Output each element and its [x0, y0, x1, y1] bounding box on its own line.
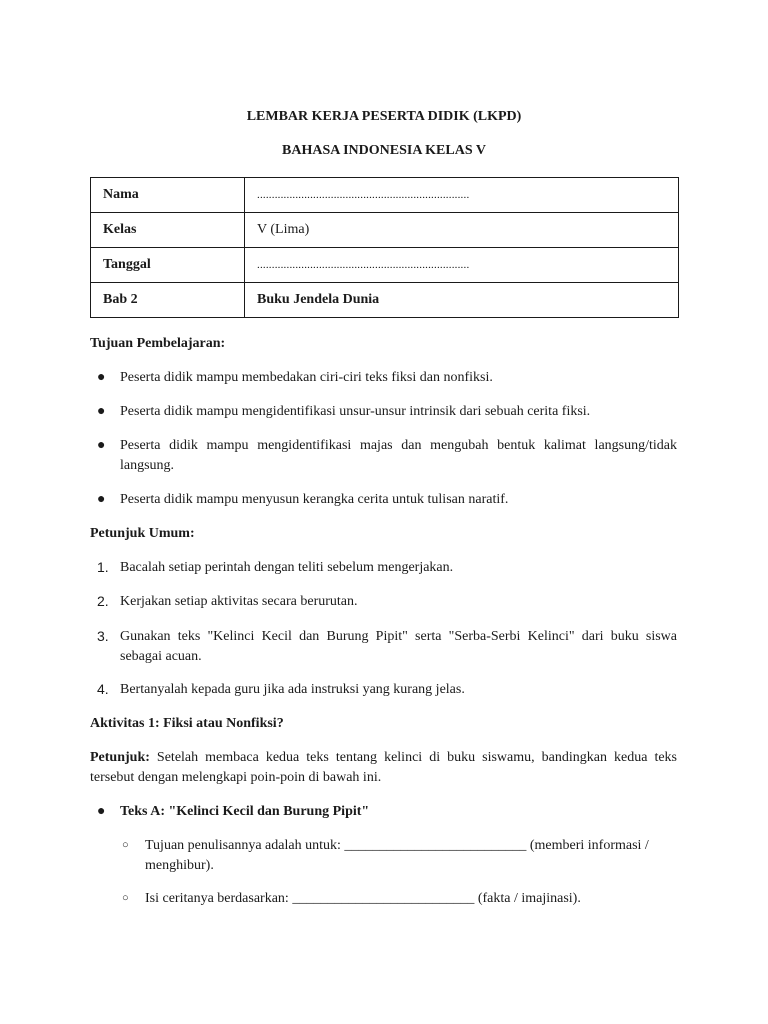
list-number: 1. — [97, 559, 109, 575]
list-number: 4. — [97, 681, 109, 697]
fill-in-item[interactable]: Isi ceritanya berdasarkan: __________________________ (fakta / imajinasi). — [145, 891, 581, 906]
instructions-heading: Petunjuk Umum: — [90, 526, 195, 541]
student-identity-table — [90, 177, 679, 318]
instruction-text: Setelah membaca kedua teks tentang kelinci di buku siswamu, bandingkan kedua teks tersebut dengan melengkapi poin-poin di bawah ini. — [90, 750, 677, 785]
objectives-heading: Tujuan Pembelajaran: — [90, 336, 226, 351]
list-item: Bertanyalah kepada guru jika ada instruksi yang kurang jelas. — [120, 682, 465, 697]
bullet-icon: ● — [97, 370, 106, 385]
value-kelas: V (Lima) — [245, 213, 679, 248]
hollow-bullet-icon: ○ — [122, 892, 129, 904]
bullet-icon: ● — [97, 492, 106, 507]
bullet-icon: ● — [97, 404, 106, 419]
list-item: Gunakan teks "Kelinci Kecil dan Burung Pipit" serta "Serba-Serbi Kelinci" dari buku siswa sebagai acuan. — [120, 629, 677, 664]
list-number: 3. — [97, 628, 109, 644]
list-item: Peserta didik mampu membedakan ciri-ciri teks fiksi dan nonfiksi. — [120, 370, 493, 385]
bullet-icon: ● — [97, 438, 106, 453]
name-field[interactable]: ........................................................................ — [245, 178, 679, 213]
table-row — [91, 178, 679, 213]
list-item: Peserta didik mampu menyusun kerangka cerita untuk tulisan naratif. — [120, 492, 509, 507]
label-nama: Nama — [91, 178, 245, 213]
list-item: Peserta didik mampu mengidentifikasi unsur-unsur intrinsik dari sebuah cerita fiksi. — [120, 404, 591, 419]
table-row — [91, 248, 679, 283]
fill-in-item[interactable]: Tujuan penulisannya adalah untuk: __________________________ (memberi informasi / menghibur). — [145, 838, 649, 873]
list-item: Peserta didik mampu mengidentifikasi majas dan mengubah bentuk kalimat langsung/tidak langsung. — [120, 438, 677, 473]
instruction-label: Petunjuk: — [90, 750, 150, 765]
table-row — [91, 213, 679, 248]
list-number: 2. — [97, 593, 109, 609]
label-tanggal: Tanggal — [91, 248, 245, 283]
value-bab: Buku Jendela Dunia — [245, 283, 679, 318]
hollow-bullet-icon: ○ — [122, 839, 129, 851]
list-item: Bacalah setiap perintah dengan teliti sebelum mengerjakan. — [120, 560, 454, 575]
document-subtitle: BAHASA INDONESIA KELAS V — [282, 143, 486, 158]
label-bab: Bab 2 — [91, 283, 245, 318]
text-a-title: Teks A: "Kelinci Kecil dan Burung Pipit" — [120, 804, 370, 819]
activity-instruction — [90, 748, 677, 787]
table-row — [91, 283, 679, 318]
label-kelas: Kelas — [91, 213, 245, 248]
document-title: LEMBAR KERJA PESERTA DIDIK (LKPD) — [246, 109, 522, 124]
date-field[interactable]: ........................................................................ — [245, 248, 679, 283]
activity-heading: Aktivitas 1: Fiksi atau Nonfiksi? — [90, 716, 284, 731]
list-item: Kerjakan setiap aktivitas secara berurutan. — [120, 594, 358, 609]
bullet-icon: ● — [97, 804, 106, 819]
